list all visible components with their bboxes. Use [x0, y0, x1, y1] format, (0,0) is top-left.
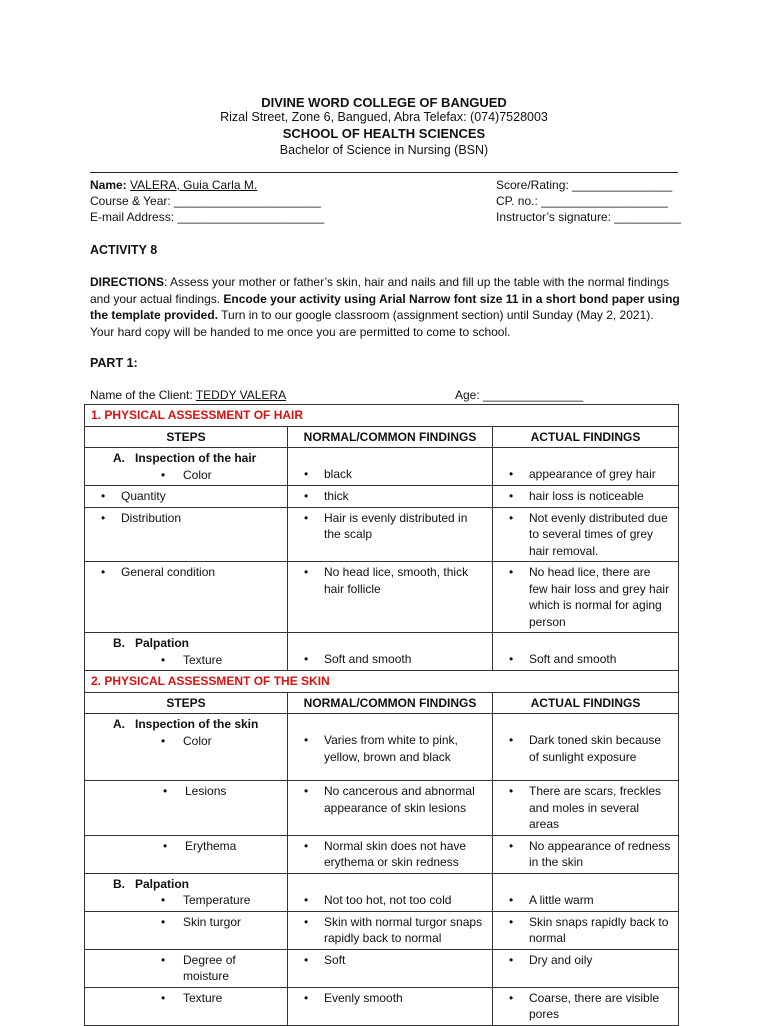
step-text: • Distribution [91, 510, 281, 527]
normal-cell [288, 911, 493, 949]
normal-text: • Normal skin does not have erythema or skin redness [294, 838, 486, 871]
hair-header-row [85, 426, 679, 448]
actual-text: • Soft and smooth [499, 651, 672, 668]
table-row [85, 507, 679, 562]
assessment-table [84, 404, 679, 1026]
normal-cell [288, 448, 493, 486]
actual-text: • A little warm [499, 892, 672, 909]
normal-text: • thick [294, 488, 486, 505]
actual-cell [493, 873, 679, 911]
normal-cell [288, 562, 493, 633]
normal-cell [288, 949, 493, 987]
hair-section-row [85, 405, 679, 427]
step-text: • Degree of moisture [183, 952, 281, 985]
hair-inspection-label [91, 450, 281, 467]
normal-cell [288, 633, 493, 671]
step-cell [85, 562, 288, 633]
normal-text: • Soft [294, 952, 486, 969]
sub-label: Inspection of the skin [135, 717, 259, 731]
step-cell [85, 987, 288, 1025]
email-line: E-mail Address: ______________________ [90, 210, 325, 224]
step-text: • Temperature [183, 892, 281, 909]
skin-inspection-label [91, 716, 281, 733]
actual-text: • Dark toned skin because of sunlight exposure [499, 732, 672, 765]
actual-text: • Dry and oily [499, 952, 672, 969]
header-divider [90, 172, 678, 173]
college-name: DIVINE WORD COLLEGE OF BANGUED [261, 95, 507, 110]
normal-cell [288, 835, 493, 873]
step-cell [85, 714, 288, 781]
directions-text-2: Turn in to our google classroom (assignment section) until Sunday (May 2, 2021). Your hard copy will be handed to me once you are permitted to come to school. [90, 308, 654, 339]
letter: A. [113, 451, 125, 465]
college-address: Rizal Street, Zone 6, Bangued, Abra Telefax: (074)7528003 [220, 110, 548, 124]
actual-cell [493, 835, 679, 873]
table-row [85, 911, 679, 949]
actual-text: • Not evenly distributed due to several times of grey hair removal. [499, 510, 672, 560]
table-row [85, 873, 679, 911]
normal-cell [288, 873, 493, 911]
table-row [85, 562, 679, 633]
hair-section-title: 1. PHYSICAL ASSESSMENT OF HAIR [85, 405, 679, 427]
actual-text: • Skin snaps rapidly back to normal [499, 914, 672, 947]
client-name: TEDDY VALERA [195, 388, 287, 402]
actual-text: • No head lice, there are few hair loss and grey hair which is normal for aging person [499, 564, 672, 630]
skin-header-row [85, 692, 679, 714]
normal-cell [288, 486, 493, 508]
instructor-line: Instructor’s signature: __________ [496, 210, 682, 224]
step-text: • Texture [183, 990, 281, 1007]
col-normal: NORMAL/COMMON FINDINGS [288, 692, 493, 714]
normal-cell [288, 714, 493, 781]
actual-text: • No appearance of redness in the skin [499, 838, 672, 871]
directions-label: DIRECTIONS [90, 275, 165, 289]
normal-cell [288, 781, 493, 836]
actual-cell [493, 507, 679, 562]
normal-text: • black [294, 466, 486, 483]
directions-bold: Encode your activity using Arial Narrow font size 11 in a short bond paper using the template provided. [90, 291, 680, 322]
step-text: • Quantity [91, 488, 281, 505]
actual-cell [493, 949, 679, 987]
sub-label: Inspection of the hair [135, 451, 257, 465]
skin-section-title: 2. PHYSICAL ASSESSMENT OF THE SKIN [85, 671, 679, 693]
table-row [85, 987, 679, 1025]
part-title: PART 1: [90, 356, 138, 370]
letter: B. [113, 636, 125, 650]
actual-text: • There are scars, freckles and moles in several areas [499, 783, 672, 833]
step-text: • General condition [91, 564, 281, 581]
step-text: • Erythema [185, 838, 281, 855]
col-normal: NORMAL/COMMON FINDINGS [288, 426, 493, 448]
step-cell [85, 507, 288, 562]
normal-cell [288, 507, 493, 562]
letter: A. [113, 717, 125, 731]
step-cell [85, 486, 288, 508]
program-name: Bachelor of Science in Nursing (BSN) [279, 143, 489, 157]
normal-text: • Evenly smooth [294, 990, 486, 1007]
skin-section-row [85, 671, 679, 693]
actual-cell [493, 486, 679, 508]
normal-text: • No head lice, smooth, thick hair follicle [294, 564, 486, 597]
table-row [85, 835, 679, 873]
name-line [90, 178, 257, 192]
normal-text: • Skin with normal turgor snaps rapidly back to normal [294, 914, 486, 947]
col-steps: STEPS [85, 692, 288, 714]
step-cell [85, 448, 288, 486]
name-value: VALERA, Guia Carla M. [130, 178, 258, 192]
col-actual: ACTUAL FINDINGS [493, 692, 679, 714]
normal-text: • Not too hot, not too cold [294, 892, 486, 909]
actual-cell [493, 714, 679, 781]
client-line [90, 388, 286, 402]
actual-text: • hair loss is noticeable [499, 488, 672, 505]
score-line: Score/Rating: _______________ [496, 178, 673, 192]
sub-label: Palpation [135, 636, 190, 650]
actual-text: • Coarse, there are visible pores [499, 990, 672, 1023]
normal-cell [288, 987, 493, 1025]
actual-cell [493, 911, 679, 949]
table-row [85, 633, 679, 671]
name-label: Name: [90, 178, 127, 192]
step-cell [85, 835, 288, 873]
skin-palpation-label [91, 876, 281, 893]
activity-title: ACTIVITY 8 [90, 243, 158, 257]
cp-line: CP. no.: ___________________ [496, 194, 668, 208]
normal-text: • No cancerous and abnormal appearance of skin lesions [294, 783, 486, 816]
sub-label: Palpation [135, 876, 190, 891]
table-row [85, 781, 679, 836]
step-text: • Lesions [185, 783, 281, 800]
step-text: • Texture [183, 652, 281, 669]
step-cell [85, 949, 288, 987]
step-text: • Color [183, 467, 281, 484]
client-label: Name of the Client: [90, 388, 196, 402]
step-text: • Color [183, 733, 281, 750]
normal-text: • Varies from white to pink, yellow, brown and black [294, 732, 486, 765]
actual-cell [493, 781, 679, 836]
table-row [85, 448, 679, 486]
school-name: SCHOOL OF HEALTH SCIENCES [282, 126, 486, 141]
normal-text: • Hair is evenly distributed in the scalp [294, 510, 486, 543]
normal-text: • Soft and smooth [294, 651, 486, 668]
hair-palpation-label [91, 635, 281, 652]
actual-cell [493, 987, 679, 1025]
directions-text-1: : Assess your mother or father’s skin, hair and nails and fill up the table with the normal findings and your actual findings. [90, 275, 670, 306]
step-cell [85, 911, 288, 949]
letter: B. [113, 876, 125, 891]
table-row [85, 486, 679, 508]
col-actual: ACTUAL FINDINGS [493, 426, 679, 448]
step-cell [85, 873, 288, 911]
step-text: • Skin turgor [183, 914, 281, 931]
step-cell [85, 781, 288, 836]
actual-text: • appearance of grey hair [499, 466, 672, 483]
step-cell [85, 633, 288, 671]
table-row [85, 714, 679, 781]
directions-paragraph [90, 274, 680, 340]
col-steps: STEPS [85, 426, 288, 448]
actual-cell [493, 448, 679, 486]
age-line: Age: _______________ [455, 388, 584, 402]
table-row [85, 949, 679, 987]
actual-cell [493, 633, 679, 671]
actual-cell [493, 562, 679, 633]
course-line: Course & Year: ______________________ [90, 194, 321, 208]
